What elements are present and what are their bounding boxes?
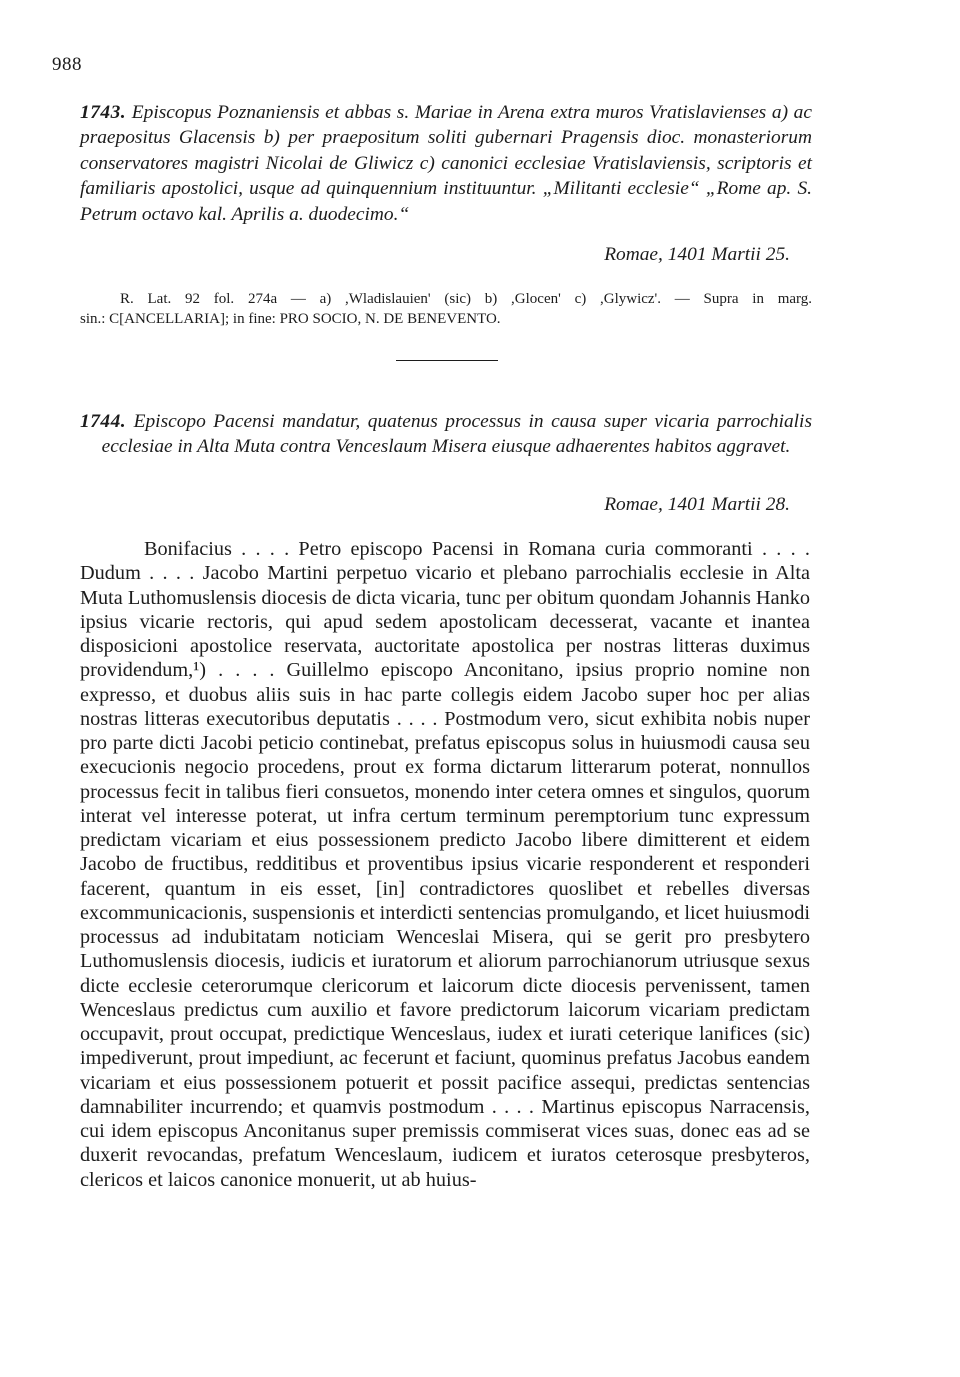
entry-1743-number: 1743.	[80, 102, 127, 123]
entry-1743-notes	[80, 289, 812, 329]
entry-1743-notes-line-1: R. Lat. 92 fol. 274a — a) ,Wladislauien' (sic) b) ,Glocen' c) ,Glywicz'. — Supra in marg.	[120, 291, 812, 307]
entry-1743	[80, 100, 812, 227]
entry-1743-regest	[80, 100, 812, 227]
entry-1744-body-text: Bonifacius . . . . Petro episcopo Pacensi in Romana curia commoranti . . . . Dudum . . . . Jacobo Martini perpetuo vicario et plebano parrochialis ecclesie in Alta Muta Luthomuslensis diocesis de dicta vicaria, tunc per obitum quondam Johannis Hanko ipsius vicarie rectoris, qui apud sedem apostolicam decesserat, vacante et inantea disposicioni apostolice reservata, auctoritate apostolica per nostras litteras duximus providendum,¹) . . . . Guillelmo episcopo Anconitano, ipsius proprio nomine non expresso, et duobus aliis suis in hac parte collegis eidem Jacobo super hoc per alias nostras litteras executoribus deputatis . . . . Postmodum vero, sicut exhibita nobis nuper pro parte dicti Jacobi peticio continebat, prefatus episcopus solus in huiusmodi causa seu execucionis negocio procedens, prout ex forma dictarum litterarum poterat, nonnullos processus fecit in talibus fieri consuetos, monendo inter cetera omnes et singulos, quorum interat vel interesse poterat, ut infra certum terminum peremptorium tunc expressum predictam vicariam et eius possessionem predicto Jacobo libere dimitterent et eidem Jacobo de fructibus, redditibus et proventibus ipsius vicarie responderent et responderi facerent, quantum in eis esset, [in] contradictores quoslibet et rebelles diversas excommunicacionis, suspensionis et interdicti sentencias promulgando, et licet huiusmodi processus ad indubitatam noticiam Wenceslai Misera, qui se gerit pro presbytero Luthomuslensis diocesis, iudicis et iuratorum et aliorum parrochianorum utriusque sexus dicte ecclesie ceterorumque clericorum et laicorum dicte diocesis pervenissent, tamen Wenceslaus predictus cum auxilio et favore predictorum laicorum vicariam predictam occupavit, prout occupat, predictique Wenceslaus, iudex et iurati ceterique lanifices (sic) impediverunt, prout impediunt, ac fecerunt et faciunt, quominus prefatus Jacobus eandem vicariam et eius possessionem potuerit et possit pacifice assequi, predictas sentencias damnabiliter incurrendo; et quamvis postmodum . . . . Martinus episcopus Narracensis, cui idem episcopus Anconitanus super premissis commiserat vices suas, donec eas ad se duxerit revocandas, prefatum Wenceslaum, iudicem et iuratos ceterosque presbyteros, clericos et laicos canonice monuerit, ut ab huius-	[80, 538, 810, 1191]
entry-1743-date-block	[80, 244, 812, 266]
entry-1743-regest-text: Episcopus Poznaniensis et abbas s. Mariae in Arena extra muros Vratislavienses a) ac praepositus Glacensis b) per praepositum soliti gubernari Pragensis dioc. monasteriorum conservatores magistri Nicolai de Gliwicz c) canonici ecclesiae Vratislaviensis, scriptoris et familiaris apostolici, usque ad quinquennium instituuntur. „Militanti ecclesie“ „Rome ap. S. Petrum octavo kal. Aprilis a. duodecimo.“	[80, 102, 812, 225]
entry-1744-regest	[80, 409, 812, 460]
entry-1744-date: Romae, 1401 Martii 28.	[604, 494, 790, 515]
entry-1744-number: 1744.	[80, 411, 127, 432]
page-number: 988	[52, 54, 82, 75]
entry-1744	[80, 409, 812, 460]
entry-1743-date: Romae, 1401 Martii 25.	[604, 244, 790, 265]
entry-1743-notes-block	[80, 289, 812, 329]
entry-1744-body	[80, 537, 810, 1192]
separator-rule	[396, 360, 498, 361]
entry-1744-regest-text: Episcopo Pacensi mandatur, quatenus processus in causa super vicaria parrochialis ecclesiae in Alta Muta contra Venceslaum Misera eiusque adhaerentes habitos aggravet.	[101, 411, 812, 458]
entry-1744-date-block	[80, 494, 812, 516]
entry-1743-notes-line-2: sin.: C[ANCELLARIA]; in fine: PRO SOCIO, N. DE BENEVENTO.	[80, 311, 501, 327]
